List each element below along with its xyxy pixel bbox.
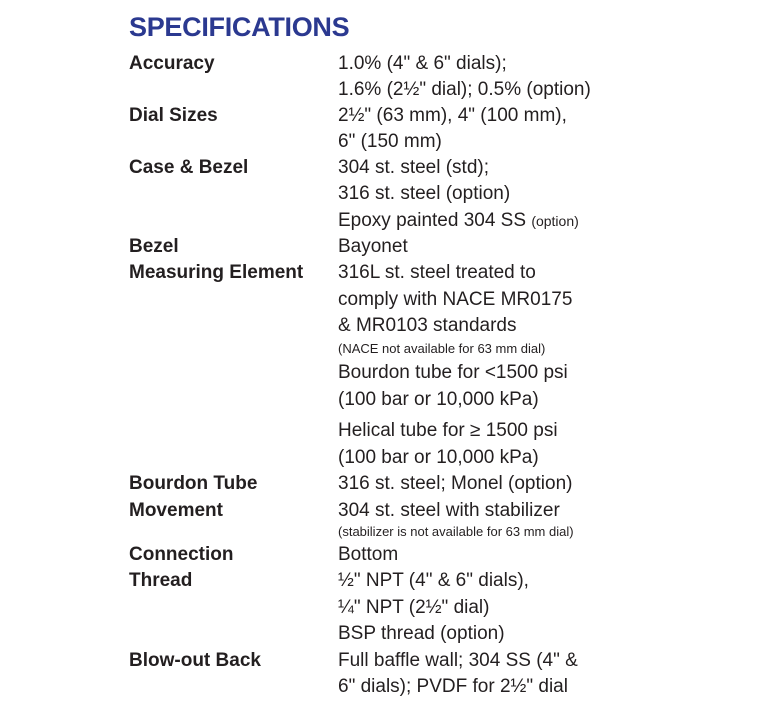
spec-label-bourdon-tube: Bourdon Tube [129, 473, 258, 494]
spec-value-movement-note: (stabilizer is not available for 63 mm dial) [338, 524, 574, 539]
spec-value-case-bezel-note: (option) [531, 213, 579, 229]
spec-value-thread-1: ½" NPT (4" & 6" dials), [338, 570, 529, 591]
spec-value-case-bezel-3: Epoxy painted 304 SS [338, 210, 527, 231]
spec-value-dial-sizes-1: 2½" (63 mm), 4" (100 mm), [338, 105, 567, 126]
spec-value-measuring-element-3: & MR0103 standards [338, 315, 517, 336]
spec-label-measuring-element: Measuring Element [129, 262, 304, 283]
spec-value-thread-3: BSP thread (option) [338, 623, 505, 644]
spec-value-accuracy-1: 1.0% (4" & 6" dials); [338, 53, 507, 74]
spec-label-blowout-back: Blow-out Back [129, 650, 261, 671]
page-title: SPECIFICATIONS [129, 12, 350, 42]
spec-value-accuracy-2: 1.6% (2½" dial); 0.5% (option) [338, 79, 591, 100]
spec-value-bourdon-tube: 316 st. steel; Monel (option) [338, 473, 573, 494]
spec-value-measuring-element-2: comply with NACE MR0175 [338, 289, 573, 310]
spec-label-dial-sizes: Dial Sizes [129, 105, 218, 126]
spec-value-measuring-element-1: 316L st. steel treated to [338, 262, 536, 283]
spec-label-bezel: Bezel [129, 236, 179, 257]
spec-value-blowout-back-1: Full baffle wall; 304 SS (4" & [338, 650, 578, 671]
spec-value-dial-sizes-2: 6" (150 mm) [338, 131, 442, 152]
spec-value-measuring-element-note: (NACE not available for 63 mm dial) [338, 341, 546, 356]
spec-label-thread: Thread [129, 570, 193, 591]
spec-value-thread-2: ¼" NPT (2½" dial) [338, 597, 490, 618]
spec-value-connection: Bottom [338, 544, 399, 565]
spec-value-case-bezel-1: 304 st. steel (std); [338, 157, 490, 178]
spec-value-measuring-element-5: Bourdon tube for <1500 psi [338, 362, 568, 383]
spec-value-measuring-element-6: (100 bar or 10,000 kPa) [338, 389, 539, 410]
spec-label-accuracy: Accuracy [129, 53, 215, 74]
spec-value-bezel: Bayonet [338, 236, 408, 257]
spec-label-movement: Movement [129, 500, 223, 521]
spec-value-blowout-back-2: 6" dials); PVDF for 2½" dial [338, 676, 568, 697]
spec-value-case-bezel-2: 316 st. steel (option) [338, 183, 511, 204]
spec-value-case-bezel-3-wrapper [338, 210, 579, 232]
spec-label-connection: Connection [129, 544, 234, 565]
spec-value-measuring-element-7: Helical tube for ≥ 1500 psi [338, 420, 558, 441]
spec-value-movement-1: 304 st. steel with stabilizer [338, 500, 560, 521]
spec-label-case-bezel: Case & Bezel [129, 157, 249, 178]
spec-value-measuring-element-8: (100 bar or 10,000 kPa) [338, 447, 539, 468]
